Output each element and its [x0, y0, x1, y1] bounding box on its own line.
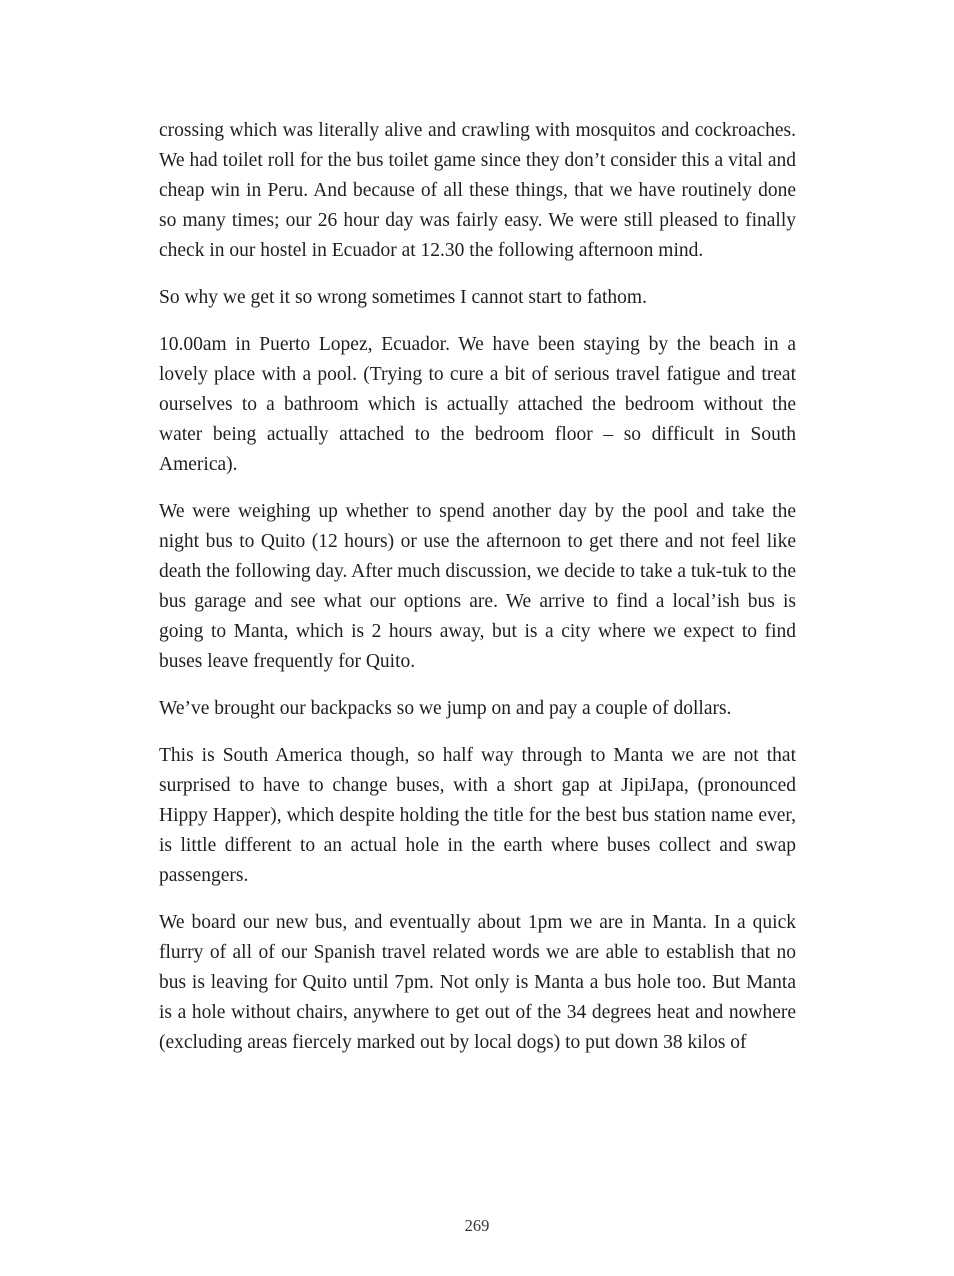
paragraph: We were weighing up whether to spend another day by the pool and take the night bus to Quito (12 hours) or use the afternoon to get there and not feel like death the following day. After much discussion, we decide to take a tuk-tuk to the bus garage and see what our options are. We arrive to find a local’ish bus is going to Manta, which is 2 hours away, but is a city where we expect to find buses leave frequently for Quito.	[159, 501, 796, 672]
paragraph: We’ve brought our backpacks so we jump on and pay a couple of dollars.	[159, 698, 732, 719]
paragraph: So why we get it so wrong sometimes I cannot start to fathom.	[159, 287, 647, 308]
paragraph: crossing which was literally alive and crawling with mosquitos and cockroaches. We had toilet roll for the bus toilet game since they don’t consider this a vital and cheap win in Peru. And because of all these things, that we have routinely done so many times; our 26 hour day was fairly easy. We were still pleased to finally check in our hostel in Ecuador at 12.30 the following afternoon mind.	[159, 120, 796, 261]
page-number: 269	[464, 1216, 490, 1235]
paragraph: This is South America though, so half way through to Manta we are not that surprised to have to change buses, with a short gap at JipiJapa, (pronounced Hippy Happer), which despite holding the title for the best bus station name ever, is little different to an actual hole in the earth where buses collect and swap passengers.	[159, 745, 796, 886]
paragraph: We board our new bus, and eventually about 1pm we are in Manta. In a quick flurry of all of our Spanish travel related words we are able to establish that no bus is leaving for Quito until 7pm. Not only is Manta a bus hole too. But Manta is a hole without chairs, anywhere to get out of the 34 degrees heat and nowhere (excluding areas fiercely marked out by local dogs) to put down 38 kilos of	[159, 912, 796, 1053]
paragraph: 10.00am in Puerto Lopez, Ecuador. We have been staying by the beach in a lovely place with a pool. (Trying to cure a bit of serious travel fatigue and treat ourselves to a bathroom which is actually attached the bedroom without the water being actually attached to the bedroom floor – so difficult in South America).	[159, 334, 796, 475]
text-block	[159, 116, 796, 1075]
